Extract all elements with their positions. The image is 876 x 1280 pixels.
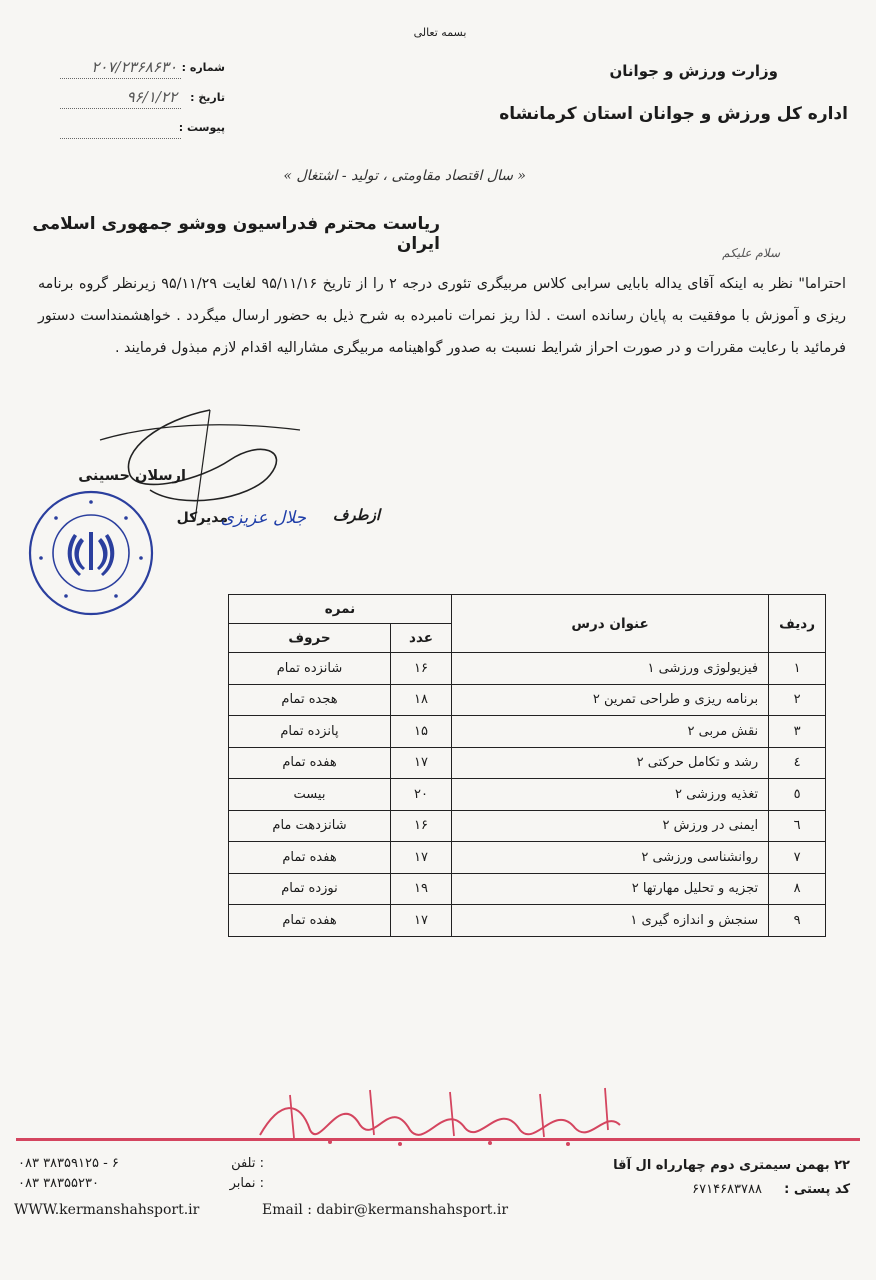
row-number: ٥ xyxy=(769,779,826,811)
footer-fax xyxy=(18,1176,264,1196)
grade-words: بیست xyxy=(229,779,391,811)
course-title: تجزیه و تحلیل مهارتها ۲ xyxy=(452,873,769,905)
course-title: سنجش و اندازه گیری ۱ xyxy=(452,905,769,937)
table-row xyxy=(229,684,826,716)
table-row xyxy=(229,873,826,905)
row-number: ۸ xyxy=(769,873,826,905)
column-header-row: ردیف xyxy=(769,595,826,653)
grade-words: پانزده تمام xyxy=(229,716,391,748)
official-stamp xyxy=(26,488,156,618)
bismillah: بسمه تعالی xyxy=(413,26,467,39)
grade-words: شانزدهت مام xyxy=(229,810,391,842)
letter-date-value: ۹۶/۱/۲۲ xyxy=(126,88,177,106)
dotted-line xyxy=(60,138,181,139)
postal-code-value: ۶۷۱۴۶۸۳۷۸۸ xyxy=(692,1182,762,1197)
column-header-grade: نمره xyxy=(229,595,452,624)
course-title: ایمنی در ورزش ۲ xyxy=(452,810,769,842)
year-slogan: « سال اقتصاد مقاومتی ، تولید - اشتغال » xyxy=(283,168,526,184)
website-link[interactable]: WWW.kermanshahsport.ir xyxy=(14,1202,200,1218)
letter-date-row xyxy=(60,88,225,110)
footer-postal-code xyxy=(692,1182,850,1197)
dotted-line xyxy=(60,78,181,79)
table-row xyxy=(229,716,826,748)
grade-words: هفده تمام xyxy=(229,747,391,779)
letter-number-value: ۲۰۷/۲۳۶۸۶۳۰ xyxy=(91,58,177,76)
row-number: ۹ xyxy=(769,905,826,937)
grade-number: ۲۰ xyxy=(391,779,452,811)
greeting: سلام علیکم xyxy=(722,246,780,260)
letter-date-label: تاریخ : xyxy=(190,91,225,104)
footer-address: ۲۲ بهمن سیمتری دوم چهارراه ال آقا xyxy=(613,1158,850,1173)
row-number: ۷ xyxy=(769,842,826,874)
deputy-name: جلال عزیزی xyxy=(220,508,306,528)
grade-number: ۱۶ xyxy=(391,810,452,842)
course-title: روانشناسی ورزشی ۲ xyxy=(452,842,769,874)
column-header-number: عدد xyxy=(391,624,452,653)
letter-attachment-label: پیوست : xyxy=(178,121,225,134)
table-row xyxy=(229,905,826,937)
letter-body: احتراما" نظر به اینکه آقای یداله بابایی سرابی کلاس مربیگری تئوری درجه ۲ را از تاریخ ۹۵/۱۱/۱۶ لغایت ۹۵/۱۱/۲۹ زیرنظر گروه برنامه ریزی و آموزش با موفقیت به پایان رسانده است . لذا ریز نمرات نامبرده به شرح ذیل به حضور ارسال میگردد . خواهشمنداست دستور فرمائید با رعایت مقررات و در صورت احراز شرایط نسبت به صدور گواهینامه مربیگری مشارالیه اقدام لازم مبذول فرمایند . xyxy=(38,276,846,356)
letter-number-label: شماره : xyxy=(181,61,225,74)
grade-number: ۱۷ xyxy=(391,842,452,874)
fax-value: ۰۸۳ ۳۸۳۵۵۲۳۰ xyxy=(18,1176,99,1191)
column-header-course: عنوان درس xyxy=(452,595,769,653)
dotted-line xyxy=(60,108,181,109)
grade-words: هفده تمام xyxy=(229,905,391,937)
letter-attachment-row xyxy=(60,118,225,140)
grade-number: ۱۹ xyxy=(391,873,452,905)
grade-number: ۱۷ xyxy=(391,747,452,779)
phone-label: تلفن : xyxy=(231,1156,264,1171)
grade-words: هفده تمام xyxy=(229,842,391,874)
row-number: ٦ xyxy=(769,810,826,842)
table-row xyxy=(229,810,826,842)
grade-number: ۱۶ xyxy=(391,653,452,685)
recipient-line: ریاست محترم فدراسیون ووشو جمهوری اسلامی ایران xyxy=(32,214,440,254)
grade-words: هجده تمام xyxy=(229,684,391,716)
footer-divider xyxy=(16,1138,860,1141)
signer-title: مدیرکل xyxy=(176,510,228,526)
course-title: نقش مربی ۲ xyxy=(452,716,769,748)
table-row xyxy=(229,842,826,874)
row-number: ۲ xyxy=(769,684,826,716)
course-title: تغذیه ورزشی ۲ xyxy=(452,779,769,811)
organization-name: اداره کل ورزش و جوانان استان کرمانشاه xyxy=(499,104,848,124)
fax-label: نمابر : xyxy=(229,1176,264,1191)
footer-phone xyxy=(18,1156,264,1176)
row-number: ۱ xyxy=(769,653,826,685)
row-number: ٤ xyxy=(769,747,826,779)
table-row xyxy=(229,779,826,811)
course-title: رشد و تکامل حرکتی ۲ xyxy=(452,747,769,779)
grade-number: ۱۷ xyxy=(391,905,452,937)
email-link[interactable]: Email : dabir@kermanshahsport.ir xyxy=(262,1202,509,1218)
row-number: ۳ xyxy=(769,716,826,748)
grade-number: ۱۵ xyxy=(391,716,452,748)
course-title: برنامه ریزی و طراحی تمرین ۲ xyxy=(452,684,769,716)
column-header-words: حروف xyxy=(229,624,391,653)
on-behalf-label: ازطرف xyxy=(332,506,380,524)
phone-value: ۰۸۳ ۳۸۳۵۹۱۲۵ - ۶ xyxy=(18,1156,119,1171)
grade-number: ۱۸ xyxy=(391,684,452,716)
course-title: فیزیولوژی ورزشی ۱ xyxy=(452,653,769,685)
grade-words: شانزده تمام xyxy=(229,653,391,685)
emblem-icon xyxy=(68,532,115,576)
table-row xyxy=(229,747,826,779)
grade-words: نوزده تمام xyxy=(229,873,391,905)
ministry-name: وزارت ورزش و جوانان xyxy=(609,62,778,80)
grades-table xyxy=(228,594,826,937)
postal-code-label: کد پستی : xyxy=(784,1182,850,1197)
table-row xyxy=(229,653,826,685)
letter-number-row xyxy=(60,58,225,80)
signer-name: ارسلان حسینی xyxy=(78,468,186,484)
